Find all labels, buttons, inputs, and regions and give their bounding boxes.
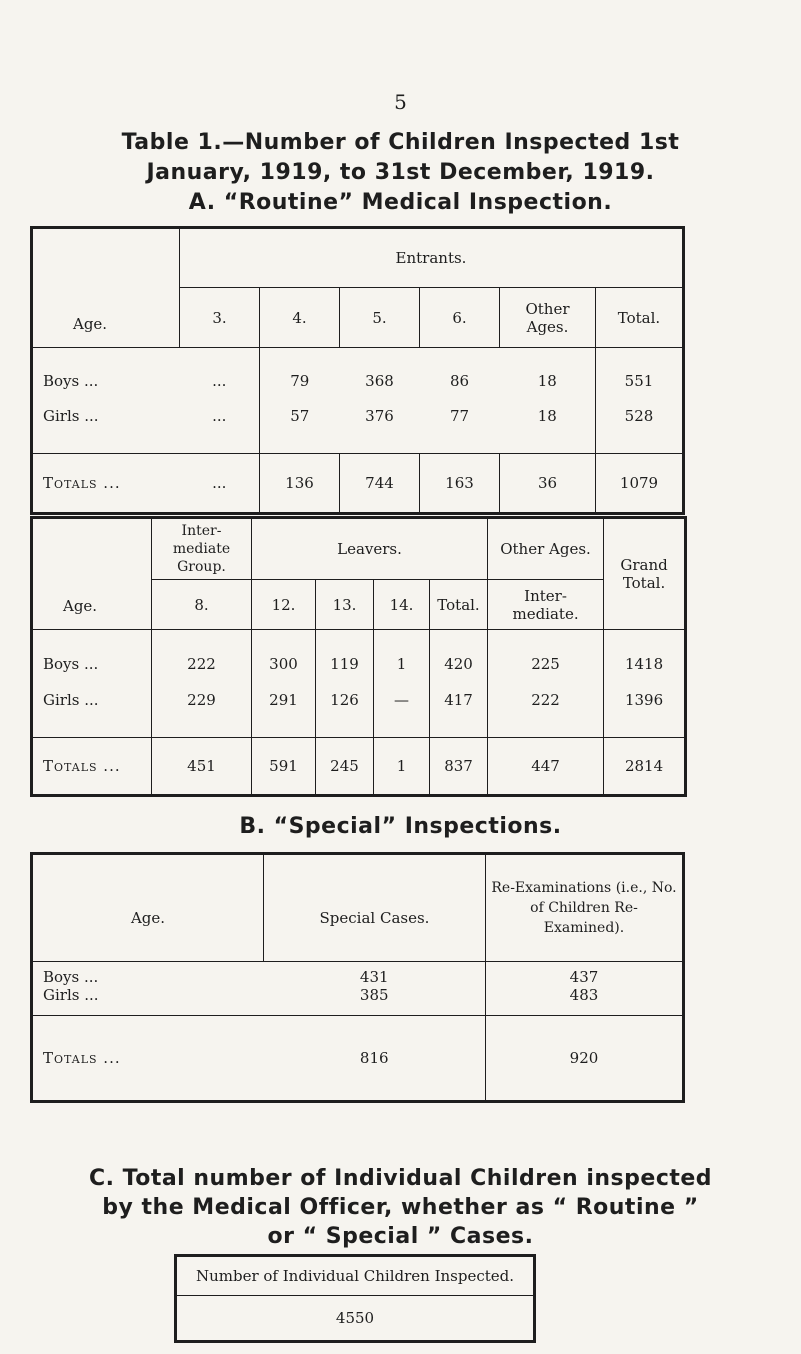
col-header-intermediate: Inter-mediate.: [488, 580, 604, 630]
table-cell: 79: [260, 348, 340, 398]
age-header: Age.: [32, 854, 264, 962]
row-label-boys: Boys ...: [32, 348, 180, 398]
table-cell: 447: [488, 738, 604, 796]
table-cell: 300: [252, 630, 316, 682]
table-cell: 77: [420, 398, 500, 454]
special-inspections-table: [30, 852, 685, 1103]
table-cell: ...: [180, 454, 260, 514]
totals-row: [32, 738, 686, 796]
totals-label: Totals ...: [32, 454, 180, 514]
table-cell: ...: [212, 371, 227, 390]
totals-row: [32, 454, 684, 514]
table-cell: 483: [486, 986, 684, 1016]
title-line-2: January, 1919, to 31st December, 1919.: [146, 160, 655, 185]
row-label-boys: Boys ...: [32, 962, 264, 986]
col-header-8: 8.: [152, 580, 252, 630]
table-cell: 1396: [604, 682, 686, 738]
table-cell: 417: [430, 682, 488, 738]
table-title: [0, 128, 801, 218]
age-header: Age.: [32, 228, 180, 348]
table-cell: 431: [359, 967, 389, 986]
col-header-total: Total.: [596, 288, 684, 348]
row-label-girls: Girls ...: [32, 986, 264, 1016]
row-label-boys: Boys ...: [32, 630, 152, 682]
other-ages-header: Other Ages.: [488, 518, 604, 580]
table-cell: 1079: [596, 454, 684, 514]
table-cell: 126: [316, 682, 374, 738]
age-header: Age.: [32, 518, 152, 630]
totals-label: Totals ...: [32, 738, 152, 796]
leavers-table: [30, 516, 687, 797]
col-header-14: 14.: [374, 580, 430, 630]
table-cell: 437: [486, 962, 684, 986]
table-cell: 86: [449, 371, 470, 390]
table-cell: 36: [500, 454, 596, 514]
section-c-line-1: C. Total number of Individual Children inspected: [88, 1166, 713, 1191]
table-row: [32, 962, 684, 986]
table-cell: 744: [340, 454, 420, 514]
table-cell: —: [374, 682, 430, 738]
table-row: [32, 986, 684, 1016]
table-row: [32, 398, 684, 454]
table-cell: 225: [488, 630, 604, 682]
section-c-line-3: or “ Special ” Cases.: [267, 1224, 534, 1249]
row-label-girls: Girls ...: [32, 398, 180, 454]
table-cell: 816: [264, 1016, 486, 1102]
table-cell: 2814: [604, 738, 686, 796]
table-row: [32, 630, 686, 682]
section-c-line-2: by the Medical Officer, whether as “ Routine ”: [102, 1195, 699, 1220]
table-cell: ...: [180, 398, 260, 454]
table-row: [32, 682, 686, 738]
table-cell: 222: [488, 682, 604, 738]
table-cell: 451: [152, 738, 252, 796]
col-header-6: 6.: [420, 288, 500, 348]
intermediate-group-header: Inter-mediate Group.: [152, 518, 252, 580]
table-cell: 420: [430, 630, 488, 682]
table-cell: 1418: [604, 630, 686, 682]
table-cell: 1: [374, 630, 430, 682]
table-cell: 136: [260, 454, 340, 514]
table-cell: 57: [260, 398, 340, 454]
col-header-13: 13.: [316, 580, 374, 630]
table-cell: 385: [264, 986, 486, 1016]
table-cell: 222: [152, 630, 252, 682]
section-b-title: B. “Special” Inspections.: [239, 814, 562, 839]
table-cell: 18: [500, 398, 596, 454]
table-cell: 163: [420, 454, 500, 514]
table-cell: 376: [340, 398, 420, 454]
col-header-3: 3.: [180, 288, 260, 348]
table-cell: 1: [374, 738, 430, 796]
totals-label: Totals ...: [32, 1016, 264, 1102]
re-examinations-header: Re-Examinations (i.e., No. of Children Re-Examined).: [486, 854, 684, 962]
leavers-group-header: Leavers.: [252, 518, 488, 580]
table-cell: 245: [316, 738, 374, 796]
col-header-other-ages: Other Ages.: [500, 288, 596, 348]
page-number: 5: [394, 90, 407, 114]
col-header-5: 5.: [340, 288, 420, 348]
table-cell: 18: [537, 371, 557, 390]
section-a-title: A. “Routine” Medical Inspection.: [188, 190, 613, 215]
col-header-total: Total.: [430, 580, 488, 630]
row-label-girls: Girls ...: [32, 682, 152, 738]
individual-children-header: Number of Individual Children Inspected.: [176, 1256, 535, 1296]
grand-total-header: Grand Total.: [604, 518, 686, 630]
totals-row: [32, 1016, 684, 1102]
table-cell: 920: [486, 1016, 684, 1102]
table-cell: 119: [316, 630, 374, 682]
entrants-table: [30, 226, 685, 515]
table-cell: 551: [596, 348, 684, 398]
col-header-4: 4.: [260, 288, 340, 348]
col-header-12: 12.: [252, 580, 316, 630]
table-cell: 368: [365, 371, 394, 390]
total-individual-children-table: [174, 1254, 536, 1343]
individual-children-value: 4550: [176, 1296, 535, 1342]
special-cases-header: Special Cases.: [264, 854, 486, 962]
table-cell: 291: [252, 682, 316, 738]
table-row: [32, 348, 684, 398]
entrants-group-header: Entrants.: [180, 228, 684, 288]
table-cell: 528: [596, 398, 684, 454]
table-cell: 591: [252, 738, 316, 796]
title-line-1: Table 1.—Number of Children Inspected 1st: [121, 130, 680, 155]
section-c-title: [0, 1164, 801, 1251]
table-cell: 229: [152, 682, 252, 738]
table-cell: 837: [430, 738, 488, 796]
